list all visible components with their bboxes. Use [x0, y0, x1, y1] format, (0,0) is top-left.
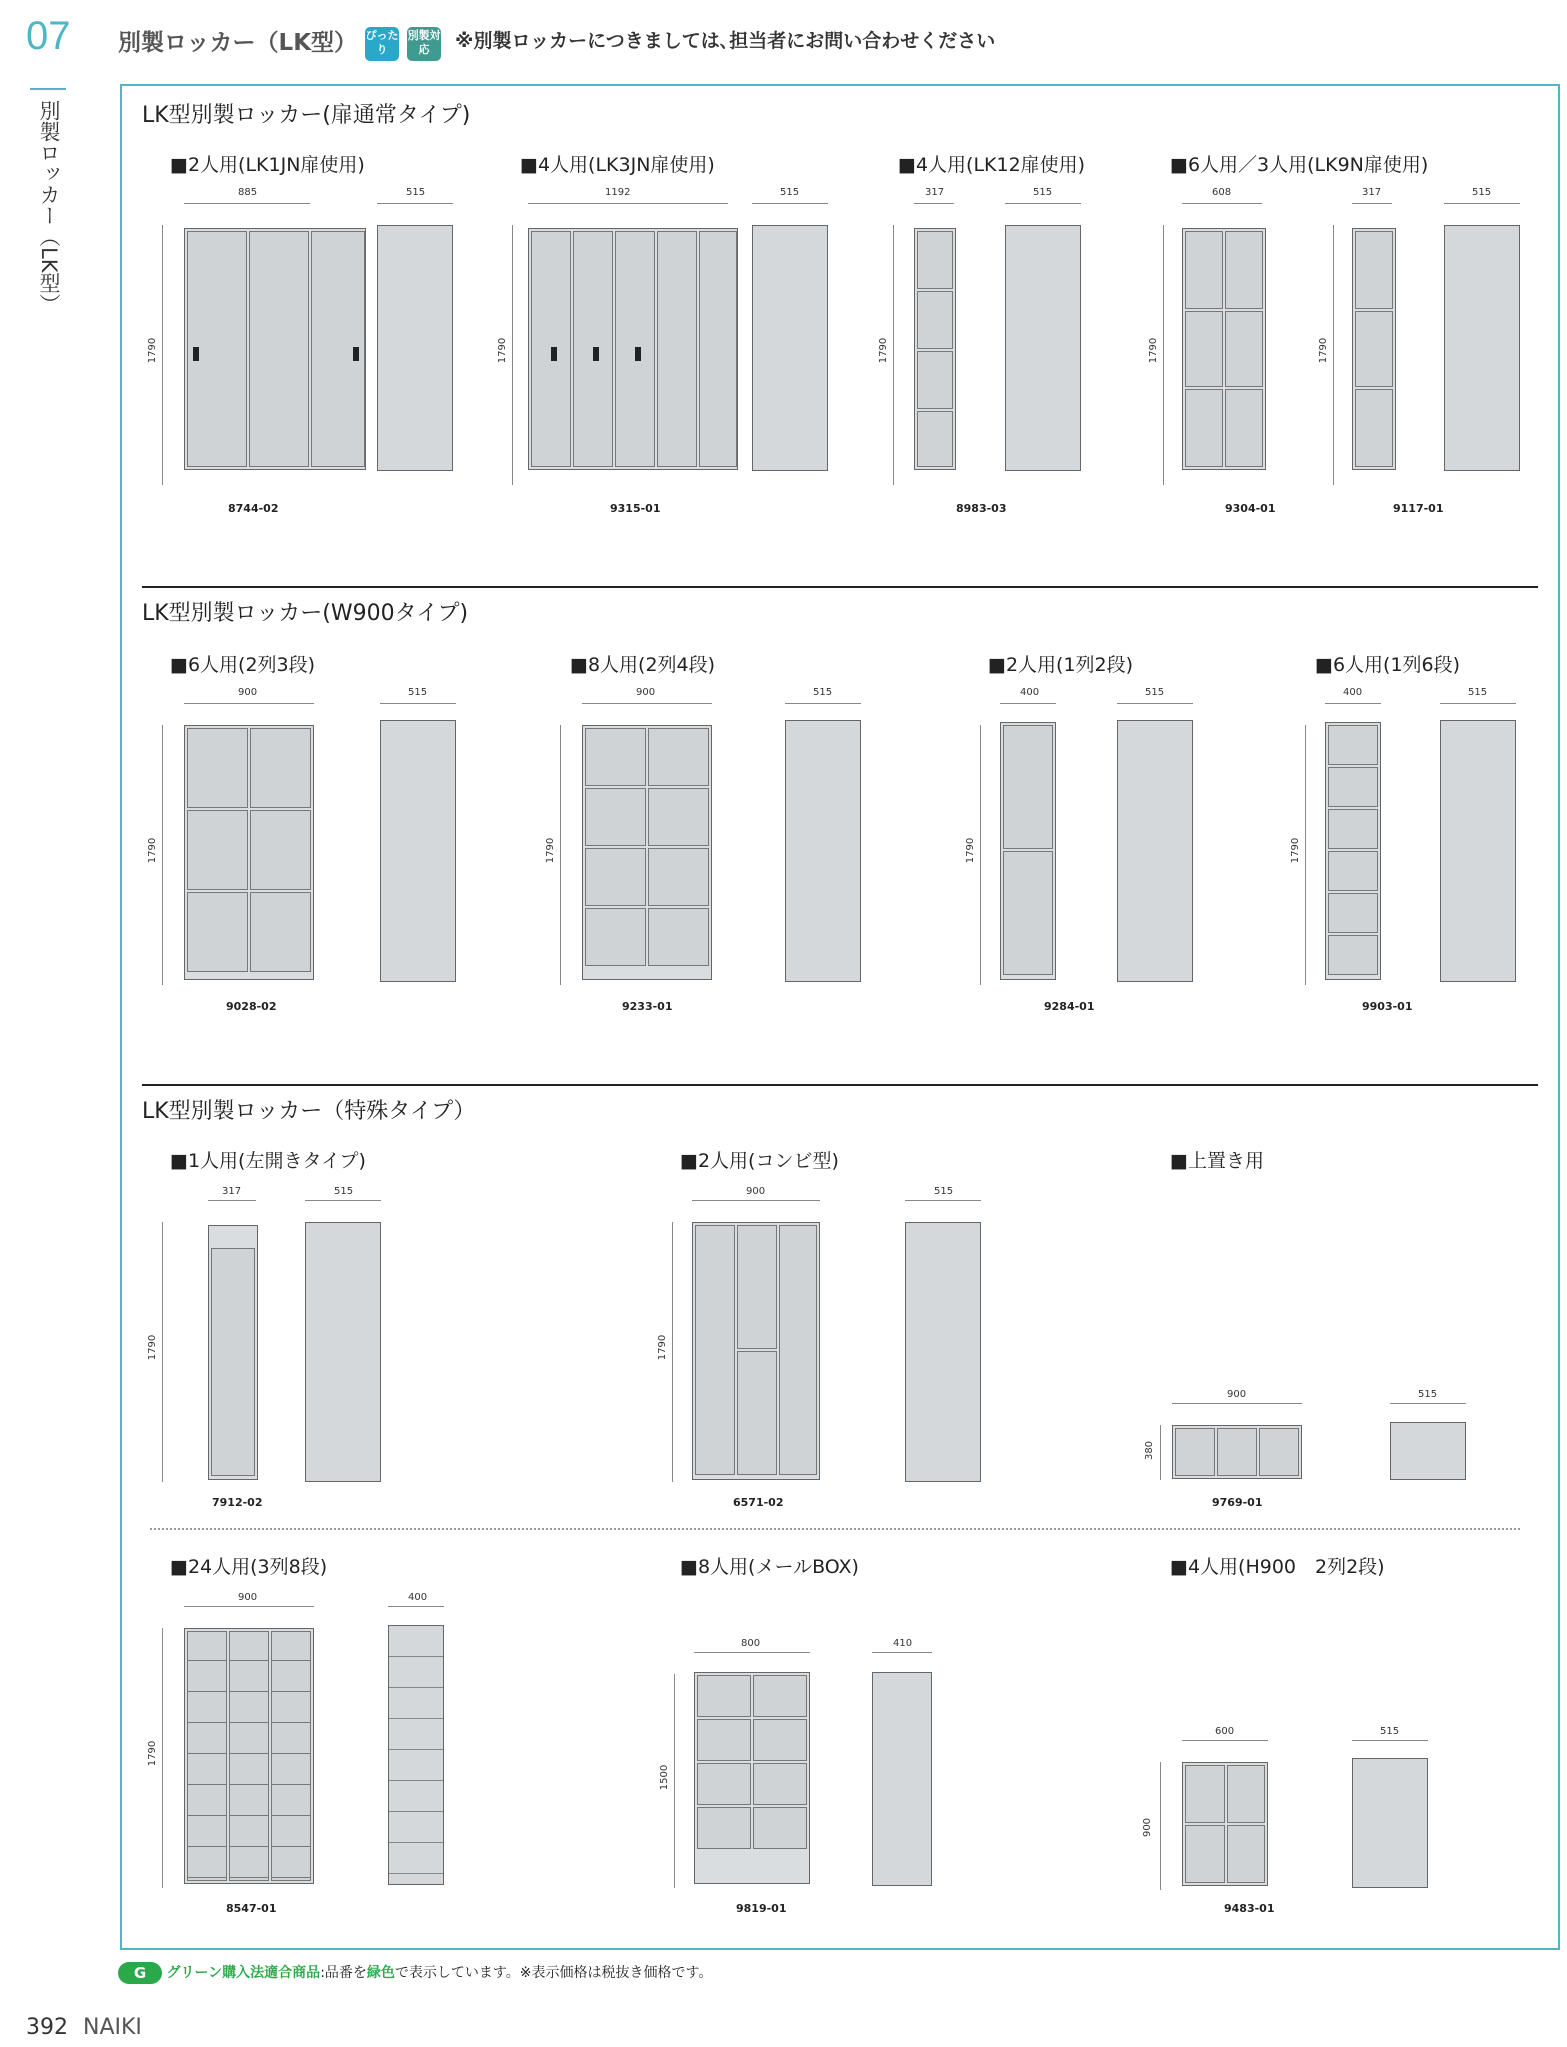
locker-front — [184, 228, 366, 470]
height-dim: 1790 — [497, 337, 509, 364]
locker-front — [1182, 1762, 1268, 1886]
item-title: ■8人用(メールBOX) — [680, 1556, 859, 1578]
width-dim: 317 — [222, 1186, 242, 1197]
product-code: 9304-01 — [1225, 502, 1276, 515]
page-title-text: 別製ロッカー（LK型） — [118, 30, 358, 56]
item-title: ■上置き用 — [1170, 1150, 1264, 1172]
brand-name: NAIKI — [83, 2015, 142, 2040]
footer-note — [118, 1962, 712, 1984]
locker-front — [1000, 722, 1056, 980]
depth-dim: 515 — [408, 687, 428, 698]
item-title: ■1人用(左開きタイプ) — [170, 1150, 366, 1172]
depth-dim: 515 — [1145, 687, 1165, 698]
locker-side — [388, 1625, 444, 1885]
width-dim: 600 — [1215, 1726, 1235, 1737]
locker-side — [1117, 720, 1193, 982]
locker-front — [528, 228, 738, 470]
product-code: 9819-01 — [736, 1902, 787, 1915]
depth-dim: 515 — [1380, 1726, 1400, 1737]
depth-dim: 515 — [934, 1186, 954, 1197]
height-dim: 1790 — [657, 1334, 669, 1361]
locker-front — [1182, 228, 1266, 470]
item-title: ■4人用(LK3JN扉使用) — [520, 154, 715, 176]
page-title — [118, 24, 441, 61]
badge-custom: 別製対応 — [407, 27, 441, 61]
width-dim: 900 — [238, 1592, 258, 1603]
depth-dim: 410 — [893, 1638, 913, 1649]
depth-dim: 515 — [334, 1186, 354, 1197]
locker-front — [694, 1672, 810, 1884]
dotted-divider — [150, 1528, 1520, 1530]
product-code: 9028-02 — [226, 1000, 277, 1013]
footer-text-b: で表示しています。※表示価格は税抜き価格です。 — [394, 1965, 713, 1981]
width-dim: 900 — [636, 687, 656, 698]
width-dim: 900 — [238, 687, 258, 698]
item-title: ■8人用(2列4段) — [570, 654, 716, 676]
sidebar-text: 別製ロッカー（LK型） — [37, 100, 61, 315]
height-dim: 380 — [1144, 1440, 1156, 1461]
height-dim: 1790 — [545, 837, 557, 864]
width-dim: 900 — [1227, 1389, 1247, 1400]
product-code: 9483-01 — [1224, 1902, 1275, 1915]
green-purchase-icon: G — [118, 1962, 162, 1984]
height-dim: 1790 — [147, 837, 159, 864]
chapter-number: 07 — [26, 14, 71, 58]
depth-dim: 515 — [406, 187, 426, 198]
locker-side — [872, 1672, 932, 1886]
locker-side — [1444, 225, 1520, 471]
depth-dim: 515 — [1033, 187, 1053, 198]
footer-text-a: :品番を — [320, 1965, 367, 1981]
height-dim: 1790 — [965, 837, 977, 864]
locker-side — [377, 225, 453, 471]
item-title: ■4人用(LK12扉使用) — [898, 154, 1086, 176]
item-title: ■24人用(3列8段) — [170, 1556, 328, 1578]
header-note: ※別製ロッカーにつきましては､担当者にお問い合わせください — [455, 30, 996, 52]
section-title-w900: LK型別製ロッカー(W900タイプ) — [142, 601, 469, 626]
product-code: 9233-01 — [622, 1000, 673, 1013]
locker-side — [905, 1222, 981, 1482]
item-title: ■6人用(2列3段) — [170, 654, 316, 676]
locker-side — [305, 1222, 381, 1482]
locker-front — [208, 1225, 258, 1480]
locker-front — [692, 1222, 820, 1480]
product-code-2: 9117-01 — [1393, 502, 1444, 515]
width-dim: 317 — [925, 187, 945, 198]
locker-front — [1325, 722, 1381, 980]
page-number: 392 — [26, 2015, 68, 2040]
locker-front — [1172, 1425, 1302, 1479]
locker-front — [914, 228, 956, 470]
depth-dim: 515 — [1418, 1389, 1438, 1400]
product-code: 8744-02 — [228, 502, 279, 515]
section-rule — [142, 586, 1538, 588]
depth-dim: 515 — [813, 687, 833, 698]
locker-side — [785, 720, 861, 982]
depth-dim: 515 — [1472, 187, 1492, 198]
locker-side — [1005, 225, 1081, 471]
product-code: 9284-01 — [1044, 1000, 1095, 1013]
item-title: ■6人用／3人用(LK9N扉使用) — [1170, 154, 1429, 176]
product-code: 8547-01 — [226, 1902, 277, 1915]
sidebar-divider — [30, 88, 66, 90]
depth-dim: 515 — [780, 187, 800, 198]
locker-front — [184, 725, 314, 980]
height-dim: 1790 — [1290, 837, 1302, 864]
locker-front — [582, 725, 712, 980]
product-code: 6571-02 — [733, 1496, 784, 1509]
width-dim: 1192 — [605, 187, 631, 198]
locker-side — [1440, 720, 1516, 982]
product-code: 9315-01 — [610, 502, 661, 515]
height-dim: 1790 — [147, 337, 159, 364]
green-label: グリーン購入法適合商品 — [166, 1965, 321, 1981]
product-code: 8983-03 — [956, 502, 1007, 515]
section-title-special: LK型別製ロッカー（特殊タイプ） — [142, 1099, 476, 1124]
product-code: 9769-01 — [1212, 1496, 1263, 1509]
width-dim: 885 — [238, 187, 258, 198]
section-rule — [142, 1084, 1538, 1086]
section-title-standard: LK型別製ロッカー(扉通常タイプ) — [142, 103, 471, 128]
height-dim: 1790 — [1148, 337, 1160, 364]
product-code: 7912-02 — [212, 1496, 263, 1509]
height-dim: 1790 — [147, 1334, 159, 1361]
width-dim: 608 — [1212, 187, 1232, 198]
width-dim: 900 — [746, 1186, 766, 1197]
locker-front — [184, 1628, 314, 1884]
height-dim: 1500 — [659, 1764, 671, 1791]
locker-side — [752, 225, 828, 471]
locker-side — [1390, 1422, 1466, 1480]
height-dim: 1790 — [147, 1740, 159, 1767]
locker-front-2 — [1352, 228, 1396, 470]
sidebar-label — [36, 100, 62, 319]
product-code: 9903-01 — [1362, 1000, 1413, 1013]
green-word: 緑色 — [366, 1965, 395, 1981]
width-dim-2: 317 — [1362, 187, 1382, 198]
badge-pittari: ぴったり — [365, 27, 399, 61]
item-title: ■2人用(1列2段) — [988, 654, 1134, 676]
item-title: ■2人用(LK1JN扉使用) — [170, 154, 365, 176]
item-title: ■4人用(H900 2列2段) — [1170, 1556, 1385, 1578]
locker-side — [380, 720, 456, 982]
depth-dim: 400 — [408, 1592, 428, 1603]
locker-side — [1352, 1758, 1428, 1888]
width-dim: 400 — [1343, 687, 1363, 698]
page-number-area — [26, 2015, 142, 2040]
item-title: ■6人用(1列6段) — [1315, 654, 1461, 676]
width-dim: 800 — [741, 1638, 761, 1649]
item-title: ■2人用(コンビ型) — [680, 1150, 839, 1172]
height-dim: 900 — [1142, 1817, 1154, 1838]
height-dim: 1790 — [878, 337, 890, 364]
width-dim: 400 — [1020, 687, 1040, 698]
depth-dim: 515 — [1468, 687, 1488, 698]
height-dim-2: 1790 — [1318, 337, 1330, 364]
